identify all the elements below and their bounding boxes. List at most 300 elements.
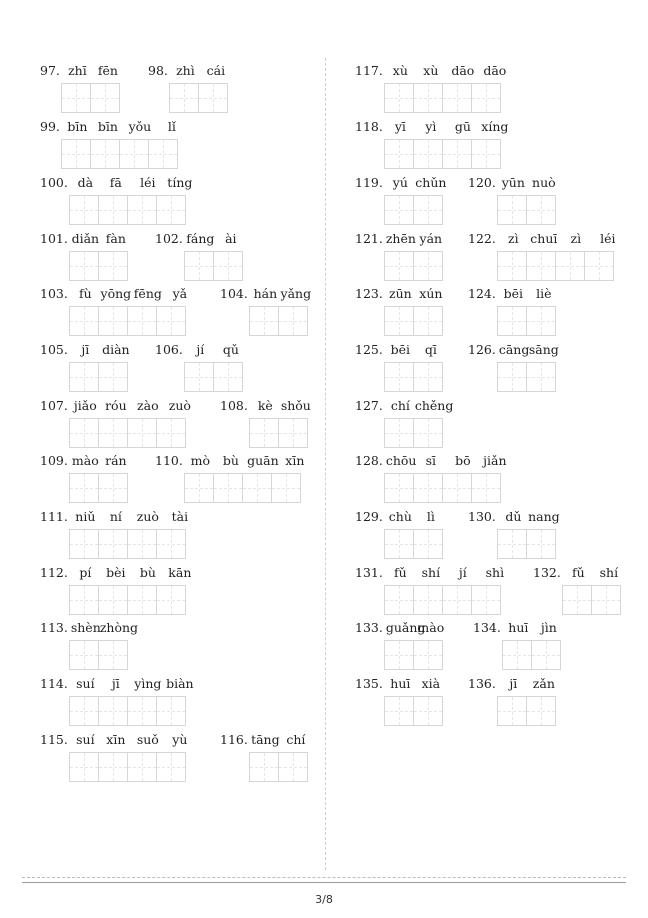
column-divider	[325, 58, 326, 870]
pinyin-syllable: lǐ	[167, 119, 176, 134]
pinyin-syllable: bīn	[97, 119, 118, 134]
writing-grid	[384, 585, 511, 615]
pinyin-syllable: yì	[425, 119, 437, 134]
character-box[interactable]	[442, 139, 472, 169]
item-number: 127.	[355, 398, 383, 413]
writing-grid	[69, 362, 132, 392]
pinyin-syllable: xíng	[481, 119, 509, 134]
writing-grid	[384, 696, 447, 726]
pinyin-syllable: shǒu	[280, 398, 311, 413]
pinyin-syllable: cái	[206, 63, 226, 78]
character-box[interactable]	[413, 83, 443, 113]
character-box[interactable]	[156, 585, 186, 615]
pinyin-syllable: zì	[570, 231, 582, 246]
pinyin-syllable: xù	[423, 63, 439, 78]
character-box[interactable]	[156, 195, 186, 225]
pinyin-syllable: róu	[105, 398, 127, 413]
character-box[interactable]	[591, 585, 621, 615]
character-box[interactable]	[413, 585, 443, 615]
writing-grid	[69, 640, 132, 670]
pinyin-syllable: guān	[247, 453, 279, 468]
pinyin-syllable: mò	[190, 453, 211, 468]
exercise-item	[40, 452, 132, 498]
character-box[interactable]	[497, 251, 527, 281]
character-box[interactable]	[127, 585, 157, 615]
item-number: 114.	[40, 676, 68, 691]
pinyin-syllable: yù	[172, 732, 188, 747]
character-box[interactable]	[384, 195, 414, 225]
pinyin-syllable: bēi	[390, 342, 411, 357]
writing-grid	[184, 473, 311, 503]
exercise-item	[473, 619, 565, 665]
character-box[interactable]	[98, 752, 128, 782]
pinyin-syllable: sāng	[528, 342, 559, 357]
writing-grid	[184, 362, 247, 392]
pinyin-syllable: zǎn	[532, 676, 555, 691]
pinyin-syllable: suí	[76, 732, 95, 747]
pinyin-syllable: jī	[81, 342, 90, 357]
character-box[interactable]	[98, 362, 128, 392]
item-number: 110.	[155, 453, 183, 468]
pinyin-label	[40, 731, 196, 749]
character-box[interactable]	[98, 195, 128, 225]
character-box[interactable]	[384, 418, 414, 448]
character-box[interactable]	[413, 306, 443, 336]
pinyin-label	[40, 230, 132, 248]
item-number: 99.	[40, 119, 60, 134]
writing-grid	[497, 696, 560, 726]
pinyin-syllable: bù	[222, 453, 239, 468]
pinyin-label	[355, 174, 447, 192]
pinyin-syllable: fàn	[105, 231, 126, 246]
item-number: 136.	[468, 676, 496, 691]
exercise-item	[355, 452, 511, 498]
character-box[interactable]	[531, 640, 561, 670]
pinyin-syllable: dāo	[483, 63, 507, 78]
pinyin-syllable: kān	[168, 565, 192, 580]
item-number: 108.	[220, 398, 248, 413]
writing-grid	[169, 83, 232, 113]
character-box[interactable]	[471, 473, 501, 503]
pinyin-syllable: yǒu	[128, 119, 152, 134]
character-box[interactable]	[471, 585, 501, 615]
character-box[interactable]	[156, 529, 186, 559]
pinyin-syllable: shèn	[70, 620, 101, 635]
pinyin-syllable: diǎn	[71, 231, 100, 246]
item-number: 104.	[220, 286, 248, 301]
pinyin-syllable: yūn	[501, 175, 525, 190]
character-box[interactable]	[413, 418, 443, 448]
character-box[interactable]	[497, 195, 527, 225]
pinyin-syllable: chù	[388, 509, 412, 524]
item-number: 130.	[468, 509, 496, 524]
character-box[interactable]	[384, 473, 414, 503]
pinyin-syllable: lì	[426, 509, 435, 524]
pinyin-syllable: zuò	[136, 509, 159, 524]
pinyin-syllable: jī	[509, 676, 518, 691]
pinyin-syllable: yán	[419, 231, 443, 246]
character-box[interactable]	[98, 529, 128, 559]
pinyin-syllable: niǔ	[75, 509, 96, 524]
pinyin-syllable: jiǎn	[483, 453, 507, 468]
exercise-item	[155, 230, 247, 276]
writing-grid	[384, 473, 511, 503]
exercise-item	[355, 118, 511, 164]
pinyin-syllable: shì	[485, 565, 505, 580]
character-box[interactable]	[384, 362, 414, 392]
pinyin-syllable: dǔ	[505, 509, 522, 524]
pinyin-label	[468, 508, 560, 526]
pinyin-syllable: dà	[77, 175, 94, 190]
pinyin-syllable: zūn	[389, 286, 412, 301]
pinyin-syllable: chí	[390, 398, 410, 413]
writing-grid	[497, 362, 560, 392]
exercise-item	[355, 62, 511, 108]
item-number: 123.	[355, 286, 383, 301]
pinyin-syllable: mào	[417, 620, 445, 635]
exercise-item	[40, 564, 196, 610]
pinyin-label	[468, 675, 560, 693]
exercise-item	[155, 341, 247, 387]
character-box[interactable]	[278, 306, 308, 336]
exercise-item	[220, 397, 312, 443]
character-box[interactable]	[271, 473, 301, 503]
pinyin-label	[355, 62, 511, 80]
item-number: 122.	[468, 231, 496, 246]
character-box[interactable]	[127, 306, 157, 336]
writing-grid	[384, 139, 511, 169]
writing-grid	[69, 251, 132, 281]
writing-grid	[61, 139, 188, 169]
pinyin-syllable: shí	[421, 565, 441, 580]
pinyin-label	[355, 341, 447, 359]
pinyin-label	[40, 564, 196, 582]
character-box[interactable]	[384, 529, 414, 559]
pinyin-label	[468, 285, 560, 303]
pinyin-syllable: liè	[536, 286, 552, 301]
pinyin-syllable: jí	[196, 342, 205, 357]
page-number: 3/8	[315, 893, 333, 906]
character-box[interactable]	[384, 83, 414, 113]
character-box[interactable]	[69, 752, 99, 782]
pinyin-syllable: chí	[286, 732, 306, 747]
character-box[interactable]	[61, 139, 91, 169]
character-box[interactable]	[249, 752, 279, 782]
character-box[interactable]	[198, 83, 228, 113]
character-box[interactable]	[169, 83, 199, 113]
character-box[interactable]	[69, 640, 99, 670]
character-box[interactable]	[242, 473, 272, 503]
character-box[interactable]	[156, 306, 186, 336]
character-box[interactable]	[497, 696, 527, 726]
pinyin-syllable: cāng	[498, 342, 530, 357]
exercise-item	[40, 118, 188, 164]
writing-grid	[384, 418, 447, 448]
writing-grid	[384, 362, 447, 392]
pinyin-syllable: dāo	[451, 63, 475, 78]
exercise-item	[468, 230, 624, 276]
item-number: 133.	[355, 620, 383, 635]
item-number: 120.	[468, 175, 496, 190]
character-box[interactable]	[526, 696, 556, 726]
pinyin-label	[40, 341, 132, 359]
pinyin-label	[40, 619, 139, 637]
character-box[interactable]	[69, 195, 99, 225]
pinyin-label	[355, 397, 454, 415]
writing-grid	[562, 585, 625, 615]
exercise-item	[40, 619, 139, 665]
character-box[interactable]	[98, 585, 128, 615]
pinyin-label	[355, 675, 447, 693]
pinyin-syllable: yú	[392, 175, 408, 190]
character-box[interactable]	[127, 696, 157, 726]
pinyin-syllable: xià	[421, 676, 441, 691]
writing-grid	[497, 195, 560, 225]
character-box[interactable]	[61, 83, 91, 113]
pinyin-syllable: suí	[76, 676, 95, 691]
pinyin-syllable: chōu	[385, 453, 417, 468]
pinyin-syllable: nuò	[532, 175, 556, 190]
character-box[interactable]	[555, 251, 585, 281]
character-box[interactable]	[497, 306, 527, 336]
character-box[interactable]	[213, 251, 243, 281]
pinyin-label	[355, 508, 447, 526]
character-box[interactable]	[526, 195, 556, 225]
character-box[interactable]	[384, 640, 414, 670]
character-box[interactable]	[442, 585, 472, 615]
pinyin-label	[468, 341, 560, 359]
character-box[interactable]	[471, 83, 501, 113]
character-box[interactable]	[98, 251, 128, 281]
character-box[interactable]	[278, 418, 308, 448]
pinyin-label	[355, 452, 511, 470]
character-box[interactable]	[413, 362, 443, 392]
pinyin-syllable: pí	[79, 565, 92, 580]
character-box[interactable]	[98, 473, 128, 503]
pinyin-syllable: fēng	[133, 286, 162, 301]
character-box[interactable]	[127, 418, 157, 448]
character-box[interactable]	[249, 306, 279, 336]
footer-rule	[22, 882, 626, 883]
exercise-item	[40, 508, 196, 554]
pinyin-label	[220, 285, 312, 303]
item-number: 103.	[40, 286, 68, 301]
character-box[interactable]	[384, 139, 414, 169]
character-box[interactable]	[69, 362, 99, 392]
writing-grid	[69, 585, 196, 615]
character-box[interactable]	[127, 752, 157, 782]
exercise-item	[355, 230, 447, 276]
writing-grid	[497, 529, 560, 559]
pinyin-syllable: yìng	[134, 676, 162, 691]
character-box[interactable]	[119, 139, 149, 169]
character-box[interactable]	[471, 139, 501, 169]
character-box[interactable]	[384, 696, 414, 726]
pinyin-label	[533, 564, 625, 582]
pinyin-label	[220, 397, 312, 415]
pinyin-label	[155, 230, 247, 248]
character-box[interactable]	[442, 83, 472, 113]
item-number: 113.	[40, 620, 68, 635]
character-box[interactable]	[184, 251, 214, 281]
item-number: 126.	[468, 342, 496, 357]
writing-grid	[69, 752, 196, 782]
character-box[interactable]	[413, 696, 443, 726]
exercise-item	[468, 174, 560, 220]
exercise-item	[468, 508, 560, 554]
character-box[interactable]	[502, 640, 532, 670]
character-box[interactable]	[98, 418, 128, 448]
character-box[interactable]	[90, 139, 120, 169]
pinyin-syllable: tíng	[167, 175, 193, 190]
pinyin-label	[155, 341, 247, 359]
character-box[interactable]	[98, 640, 128, 670]
pinyin-syllable: fā	[109, 175, 122, 190]
pinyin-label	[355, 285, 447, 303]
character-box[interactable]	[413, 529, 443, 559]
pinyin-label	[355, 118, 511, 136]
character-box[interactable]	[69, 306, 99, 336]
pinyin-syllable: jìn	[540, 620, 557, 635]
character-box[interactable]	[413, 139, 443, 169]
character-box[interactable]	[127, 195, 157, 225]
pinyin-label	[40, 397, 196, 415]
character-box[interactable]	[249, 418, 279, 448]
pinyin-syllable: diàn	[102, 342, 130, 357]
pinyin-syllable: xún	[419, 286, 443, 301]
character-box[interactable]	[127, 529, 157, 559]
exercise-item	[355, 675, 447, 721]
item-number: 125.	[355, 342, 383, 357]
character-box[interactable]	[156, 418, 186, 448]
item-number: 117.	[355, 63, 383, 78]
character-box[interactable]	[526, 529, 556, 559]
pinyin-syllable: ní	[109, 509, 122, 524]
pinyin-syllable: huī	[508, 620, 529, 635]
exercise-item	[355, 619, 447, 665]
character-box[interactable]	[156, 696, 186, 726]
writing-grid	[497, 251, 624, 281]
character-box[interactable]	[69, 418, 99, 448]
character-box[interactable]	[98, 306, 128, 336]
item-number: 129.	[355, 509, 383, 524]
exercise-item	[355, 508, 447, 554]
character-box[interactable]	[278, 752, 308, 782]
item-number: 115.	[40, 732, 68, 747]
pinyin-label	[355, 230, 447, 248]
character-box[interactable]	[413, 473, 443, 503]
writing-grid	[69, 529, 196, 559]
exercise-item	[355, 341, 447, 387]
exercise-item	[40, 174, 196, 220]
character-box[interactable]	[90, 83, 120, 113]
character-box[interactable]	[526, 306, 556, 336]
pinyin-syllable: suǒ	[136, 732, 159, 747]
pinyin-syllable: huī	[390, 676, 411, 691]
character-box[interactable]	[526, 362, 556, 392]
item-number: 107.	[40, 398, 68, 413]
pinyin-syllable: léi	[600, 231, 616, 246]
character-box[interactable]	[184, 473, 214, 503]
item-number: 98.	[148, 63, 168, 78]
character-box[interactable]	[384, 585, 414, 615]
pinyin-syllable: zhòng	[99, 620, 139, 635]
item-number: 111.	[40, 509, 68, 524]
writing-grid	[384, 195, 447, 225]
character-box[interactable]	[384, 251, 414, 281]
character-box[interactable]	[413, 640, 443, 670]
writing-grid	[249, 306, 312, 336]
item-number: 101.	[40, 231, 68, 246]
pinyin-syllable: bīn	[67, 119, 88, 134]
pinyin-syllable: fáng	[186, 231, 215, 246]
character-box[interactable]	[69, 696, 99, 726]
exercise-item	[468, 285, 560, 331]
item-number: 119.	[355, 175, 383, 190]
character-box[interactable]	[69, 473, 99, 503]
exercise-item	[220, 731, 312, 777]
writing-grid	[249, 752, 312, 782]
character-box[interactable]	[184, 362, 214, 392]
pinyin-syllable: nang	[528, 509, 560, 524]
pinyin-syllable: zhī	[68, 63, 87, 78]
character-box[interactable]	[98, 696, 128, 726]
character-box[interactable]	[562, 585, 592, 615]
writing-grid	[69, 473, 132, 503]
exercise-item	[220, 285, 312, 331]
writing-grid	[69, 195, 196, 225]
character-box[interactable]	[526, 251, 556, 281]
exercise-item	[40, 397, 196, 443]
exercise-item	[355, 564, 511, 610]
pinyin-label	[40, 452, 132, 470]
exercise-item	[148, 62, 232, 108]
pinyin-syllable: bèi	[106, 565, 126, 580]
character-box[interactable]	[156, 752, 186, 782]
character-box[interactable]	[497, 362, 527, 392]
writing-grid	[384, 83, 511, 113]
pinyin-syllable: yī	[394, 119, 406, 134]
pinyin-syllable: sī	[425, 453, 437, 468]
character-box[interactable]	[69, 529, 99, 559]
pinyin-syllable: bēi	[503, 286, 524, 301]
character-box[interactable]	[69, 251, 99, 281]
pinyin-label	[355, 564, 511, 582]
writing-grid	[502, 640, 565, 670]
character-box[interactable]	[584, 251, 614, 281]
pinyin-syllable: chěng	[414, 398, 454, 413]
pinyin-syllable: jī	[111, 676, 120, 691]
pinyin-syllable: fǔ	[572, 565, 585, 580]
character-box[interactable]	[413, 195, 443, 225]
pinyin-syllable: bō	[455, 453, 471, 468]
character-box[interactable]	[413, 251, 443, 281]
character-box[interactable]	[213, 473, 243, 503]
writing-grid	[497, 306, 560, 336]
character-box[interactable]	[384, 306, 414, 336]
pinyin-label	[40, 675, 196, 693]
character-box[interactable]	[442, 473, 472, 503]
pinyin-syllable: jí	[458, 565, 467, 580]
pinyin-syllable: ài	[225, 231, 237, 246]
character-box[interactable]	[69, 585, 99, 615]
character-box[interactable]	[148, 139, 178, 169]
pinyin-label	[40, 62, 124, 80]
pinyin-syllable: guǎng	[385, 620, 426, 635]
character-box[interactable]	[213, 362, 243, 392]
pinyin-syllable: biàn	[166, 676, 194, 691]
character-box[interactable]	[497, 529, 527, 559]
